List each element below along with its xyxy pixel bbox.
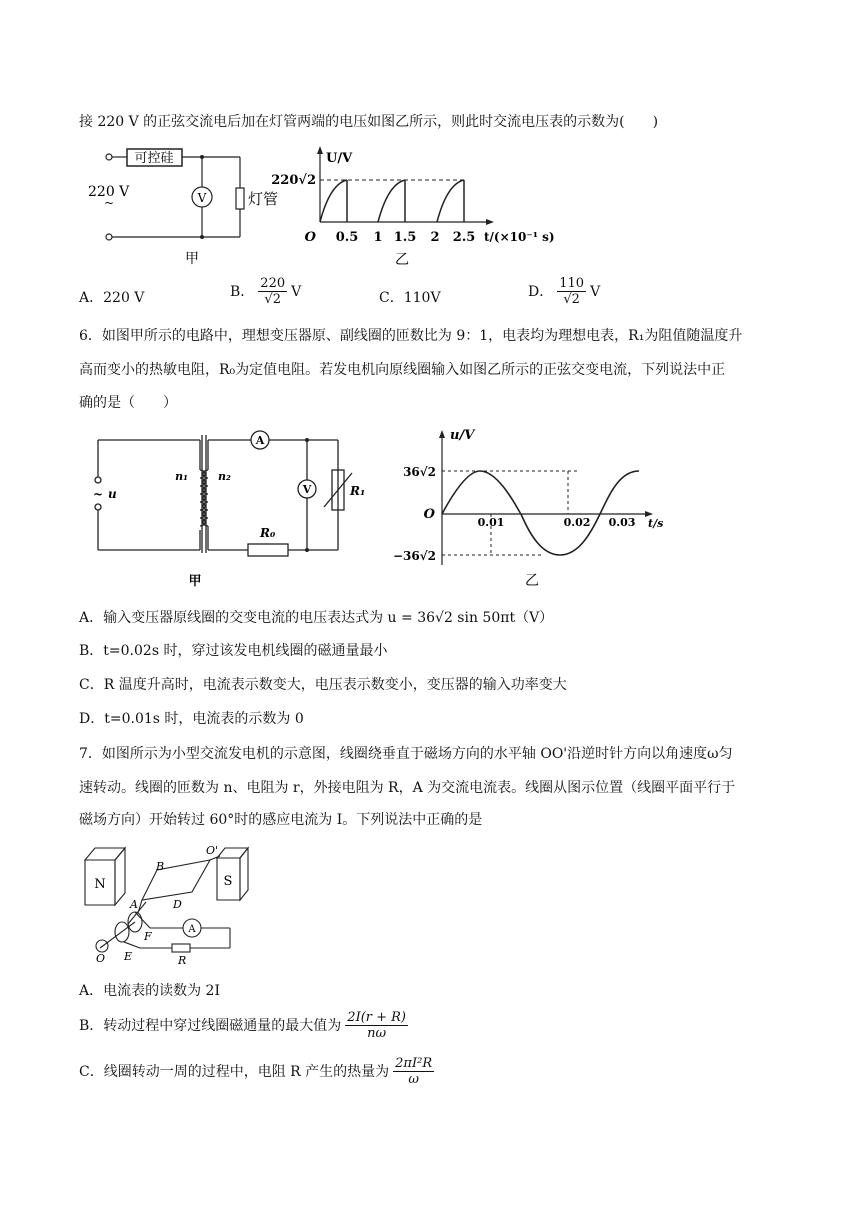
caption-jia: 甲 xyxy=(185,251,199,267)
lamp-label: 灯管 xyxy=(248,190,279,208)
graph5-xlabel: t/(×10⁻¹ s) xyxy=(484,230,555,244)
graph6-trough: −36√2 xyxy=(393,549,436,563)
graph6-tick: 0.03 xyxy=(608,516,636,529)
q5-option-b: B． $\frac{220}{√2}$ V xyxy=(230,276,302,307)
graph5-peak: 220√2 xyxy=(271,173,316,188)
q7-option-b: B．转动过程中穿过线圈磁通量的最大值为 $\frac{2I(r + R)}{n\omega}$ xyxy=(79,1010,407,1041)
q6-circuit xyxy=(95,431,352,556)
q5-option-d: D． $\frac{110}{√2}$ V xyxy=(528,276,601,307)
n2-label: n₂ xyxy=(218,470,231,483)
ammeter-label: A xyxy=(255,434,265,447)
n1-label: n₁ xyxy=(175,470,188,483)
graph5-origin: O xyxy=(304,230,316,245)
q6-stem-line-1: 6．如图甲所示的电路中，理想变压器原、副线圈的匝数比为 9：1，电表均为理想电表，R₁为阻值随温度升 xyxy=(79,328,743,344)
q7-stem-line-2: 速转动。线圈的匝数为 n、电阻为 r，外接电阻为 R，A 为交流电流表。线圈从图示位置（线圈平面平行于 xyxy=(79,780,736,796)
q6-stem-line-2: 高而变小的热敏电阻，R₀为定值电阻。若发电机向原线圈输入如图乙所示的正弦交变电流，下列说法中正 xyxy=(79,362,726,378)
r0-label: R₀ xyxy=(260,526,276,540)
point-d-label: D xyxy=(173,898,182,911)
caption-yi: 乙 xyxy=(525,573,539,589)
caption-yi: 乙 xyxy=(395,252,409,268)
source-label: 220 V xyxy=(88,184,130,200)
graph5-tick: 1 xyxy=(373,230,383,245)
tilde-symbol: ~ xyxy=(104,196,115,210)
q7-option-a: A．电流表的读数为 2I xyxy=(79,983,220,999)
q5-option-c: C．110V xyxy=(379,290,441,306)
graph6-origin: O xyxy=(423,507,435,522)
r1-label: R₁ xyxy=(350,484,366,498)
graph6-xlabel: t/s xyxy=(648,517,664,530)
tilde-symbol: ~ xyxy=(93,487,104,501)
q6-stem-line-3: 确的是（ ） xyxy=(79,395,177,411)
voltage-curve xyxy=(320,180,464,222)
point-b-label: B xyxy=(156,860,165,873)
u-label: u xyxy=(108,487,117,501)
q7-option-c: C．线圈转动一周的过程中，电阻 R 产生的热量为 $\frac{\text{2πI²R}}{\omega}$ xyxy=(79,1056,433,1087)
q6-option-c: C．R 温度升高时，电流表示数变大，电压表示数变小，变压器的输入功率变大 xyxy=(79,677,567,693)
graph5-ylabel: U/V xyxy=(326,151,353,166)
switch-label: 可控硅 xyxy=(134,151,174,166)
q7-generator-figure xyxy=(80,840,260,965)
q5-stem: 接 220 V 的正弦交流电后加在灯管两端的电压如图乙所示，则此时交流电压表的示数为( ) xyxy=(79,114,659,130)
graph6-peak: 36√2 xyxy=(403,465,436,479)
graph5-tick: 2 xyxy=(430,230,440,245)
graph5-tick: 2.5 xyxy=(452,230,476,245)
q7-stem-line-3: 磁场方向）开始转过 60°时的感应电流为 I。下列说法中正确的是 xyxy=(79,812,483,828)
point-o-label: O xyxy=(96,952,106,965)
q6-option-d: D．t=0.01s 时，电流表的示数为 0 xyxy=(79,711,304,727)
q5-figure xyxy=(80,140,555,270)
point-e-label: E xyxy=(124,950,133,963)
point-f-label: F xyxy=(144,930,152,943)
caption-jia: 甲 xyxy=(188,574,202,589)
q6-figure xyxy=(80,425,680,595)
magnet-s-label: S xyxy=(223,874,233,889)
ammeter-label: A xyxy=(188,924,196,935)
graph6-tick: 0.01 xyxy=(477,516,505,529)
voltmeter-label: V xyxy=(197,191,207,205)
q6-option-a: A．输入变压器原线圈的交变电流的电压表达式为 u = 36√2 sin 50πt（V） xyxy=(79,610,554,626)
q6-option-b: B．t=0.02s 时，穿过该发电机线圈的磁通量最小 xyxy=(79,643,388,659)
q7-stem-line-1: 7．如图所示为小型交流发电机的示意图，线圈绕垂直于磁场方向的水平轴 OO'沿逆时针方向以角速度ω匀 xyxy=(79,746,733,762)
point-o-prime-label: O' xyxy=(206,844,219,857)
q5-option-a: A．220 V xyxy=(79,290,145,306)
graph6-ylabel: u/V xyxy=(450,428,475,443)
magnet-n-label: N xyxy=(94,877,106,892)
point-a-label: A xyxy=(130,898,138,911)
graph6-tick: 0.02 xyxy=(563,516,591,529)
voltmeter-label: V xyxy=(302,483,312,496)
resistor-r-label: R xyxy=(178,954,187,967)
sine-curve xyxy=(442,471,639,555)
graph5-tick: 0.5 xyxy=(335,230,359,245)
graph5-tick: 1.5 xyxy=(393,230,417,245)
